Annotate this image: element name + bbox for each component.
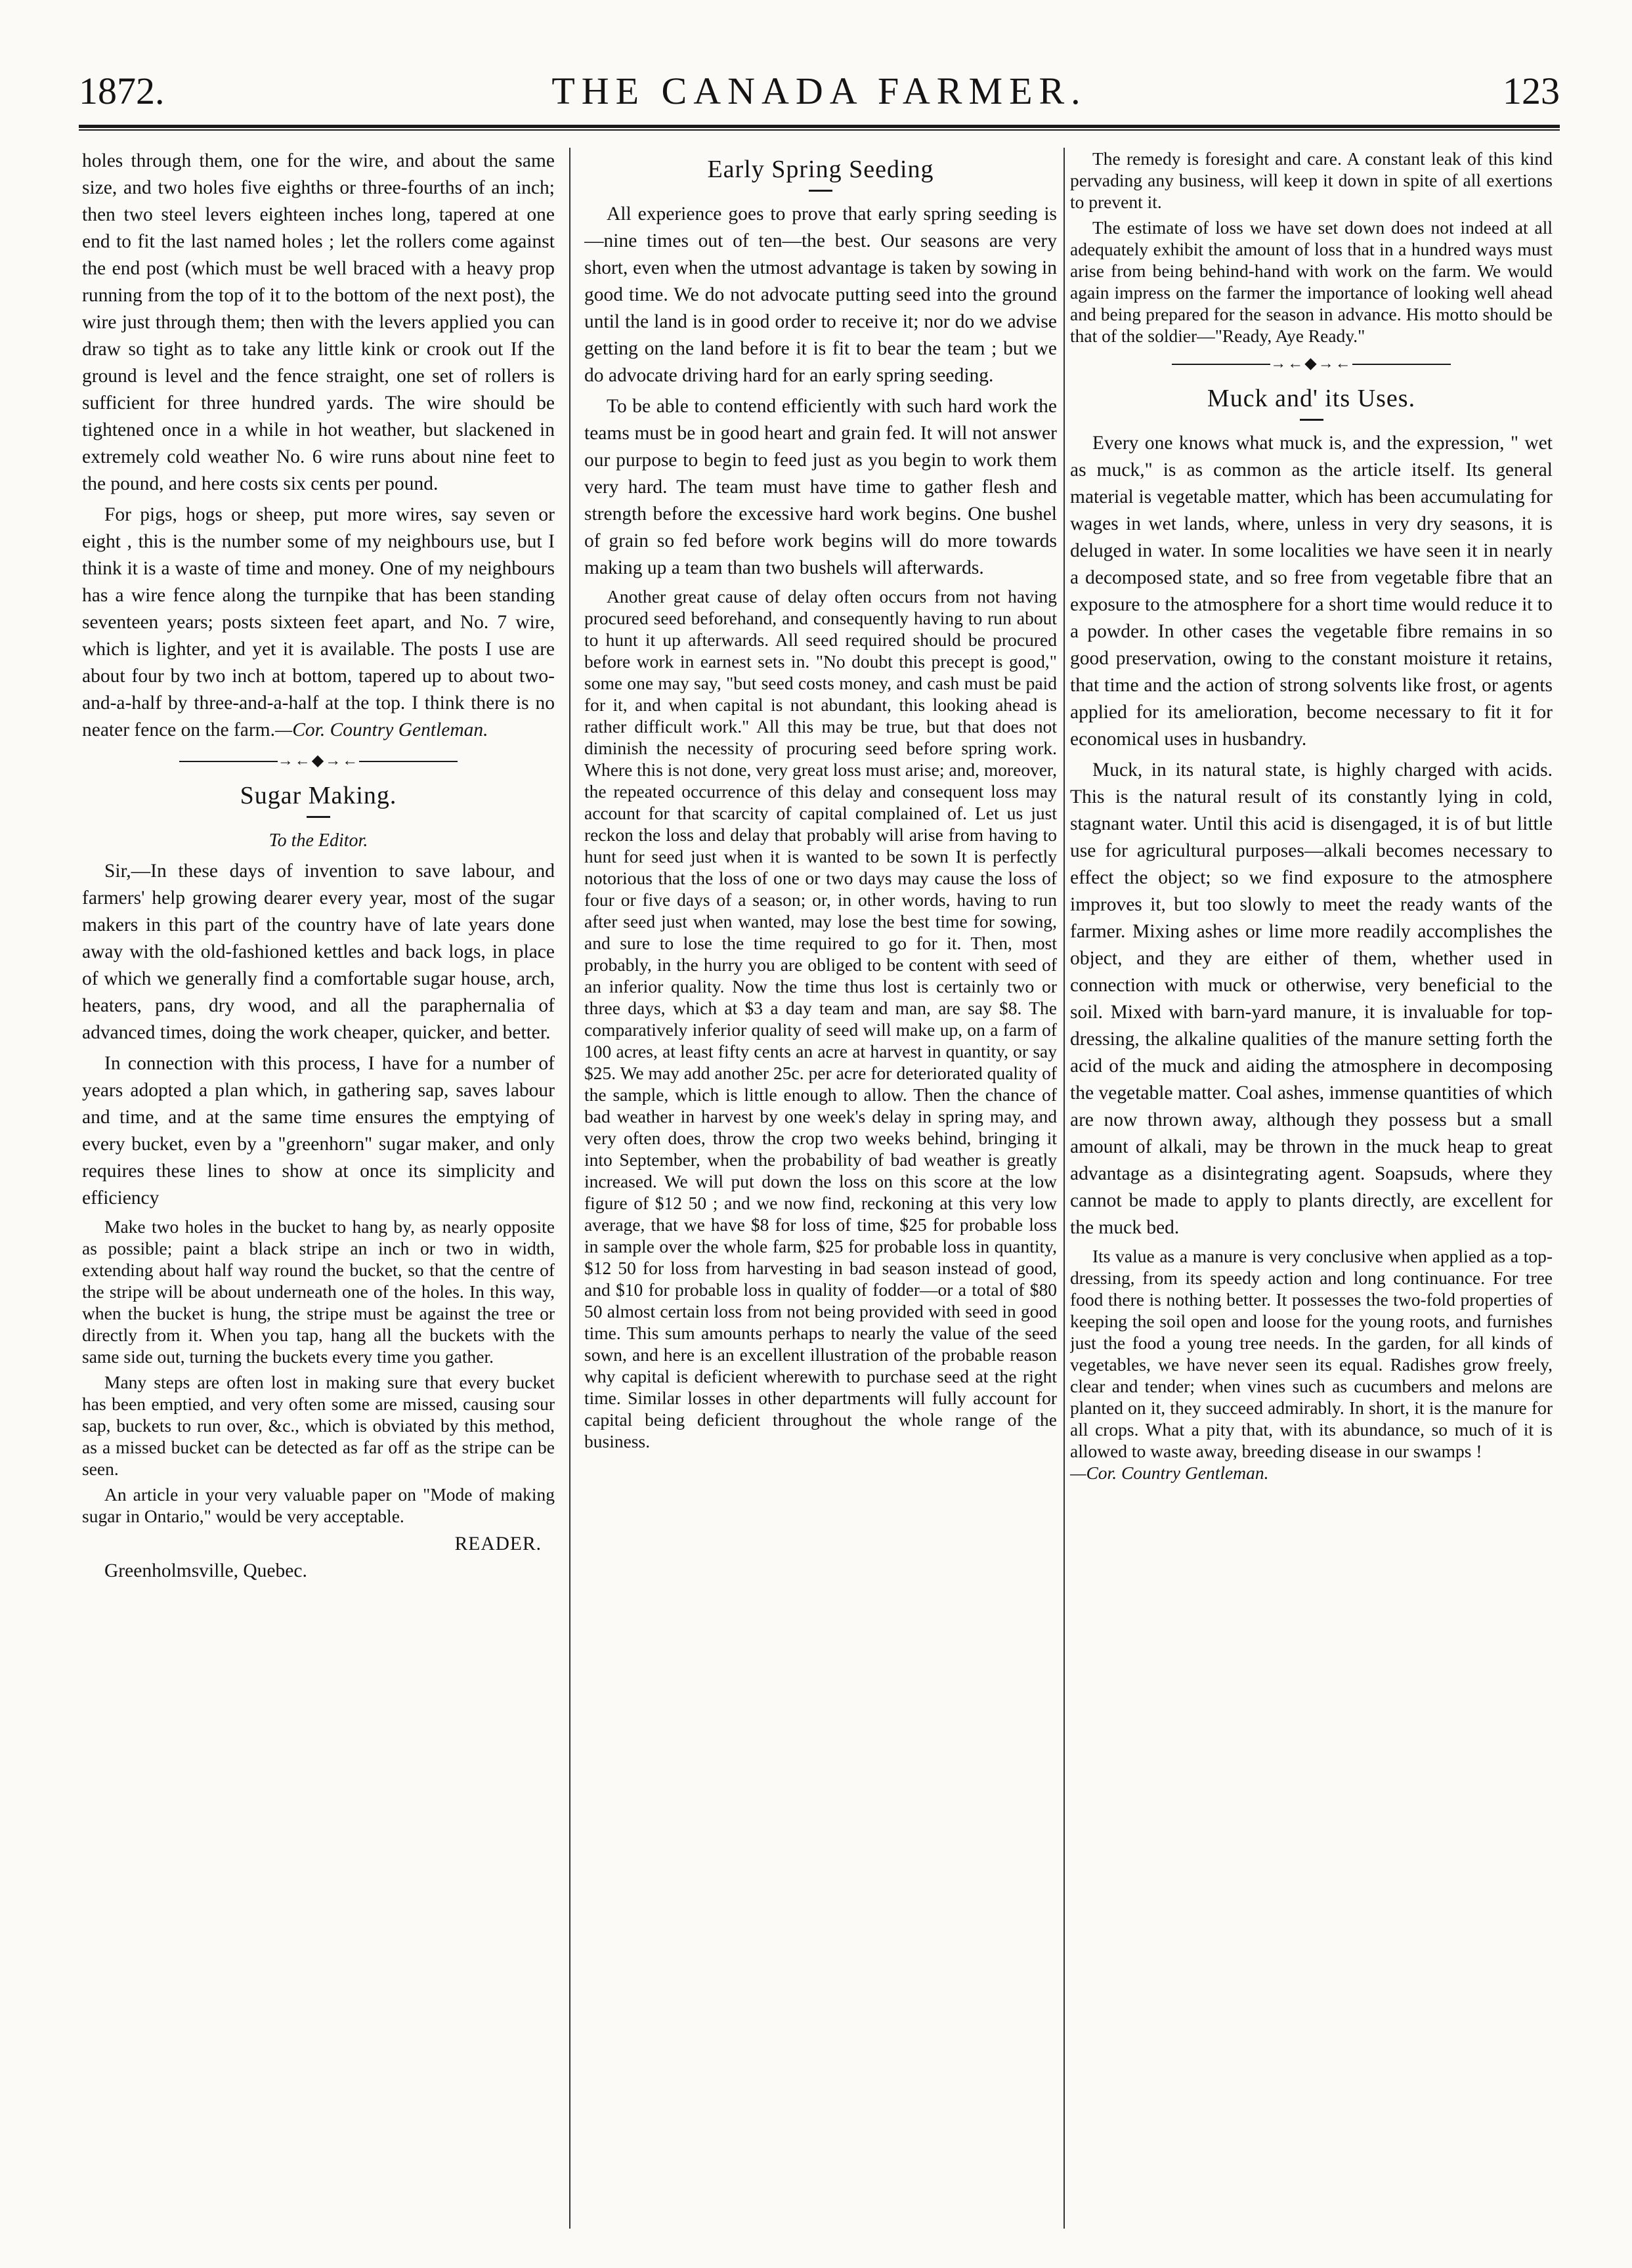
masthead-rule xyxy=(79,129,1560,131)
ornament-glyph: →←◆→← xyxy=(277,752,360,769)
section-ornament xyxy=(1070,351,1553,377)
masthead xyxy=(79,62,1560,128)
article-heading-sugar-making: Sugar Making. xyxy=(240,782,397,809)
ornament-rule xyxy=(179,761,278,762)
paragraph: Another great cause of delay often occurs from not having procured seed beforehand, and consequently having to run about to hunt it up afterwards. All seed required should be procured before work in earnest sets in. "No doubt this precept is good," some one may say, "but seed costs money, and cash must be paid for it, and when capital is not abundant, this looking ahead is rather difficult work." All this may be true, but that does not diminish the necessity of procuring seed before spring work. Where this is not done, very great loss must arise; and, moreover, the repeated occurrence of this delay and consequent loss may account for that scarcity of capital complained of. Let us just reckon the loss and delay that probably will arise from having to hunt for seed just when it is wanted to be sown It is perfectly notorious that the loss of one or two days may cause the loss of four or five days of a season; or, in other words, having to run after seed just when wanted, may lose the best time for sowing, and sure to lose the time required to go for it. Then, most probably, in the hurry you are obliged to be content with seed of an inferior quality. Now the time thus lost is certainly two or three days, which at $3 a day team and man, are say $8. The comparatively inferior quality of seed will make up, on a farm of 100 acres, at least fifty cents an acre at harvest in quantity, or say $25. We may add another 25c. per acre for deteriorated quality of the sample, which is little enough to allow. Then the chance of bad weather in harvest by one week's delay in spring may, and very often does, throw the crop two weeks behind, bringing it into September, when the probability of bad weather is greatly increased. We will put down the loss on this score at the low figure of $12 50 ; and we now find, reckoning at this very low average, that we have $8 for loss of time, $25 for probable loss in sample over the whole farm, $25 for probable loss in quantity, $12 50 for loss from harvesting in bad season instead of good, and $10 for probable loss in quality of fodder—or a total of $80 50 almost certain loss from not being provided with seed in good time. This sum amounts perhaps to nearly the value of the seed sown, and here is an excellent illustration of the probable reason why capital is deficient wherewith to purchase seed at the right time. Similar losses in other departments will fully account for capital being deficient throughout the whole range of the business. xyxy=(584,586,1057,1451)
publication-title: THE CANADA FARMER. xyxy=(551,70,1087,112)
paragraph xyxy=(82,502,555,744)
paragraph: Make two holes in the bucket to hang by, as nearly opposite as possible; paint a black stripe an inch or two in width, extending about half way round the bucket, so that the centre of the stripe will be about underneath one of the holes. In this way, when the bucket is hung, the stripe must be against the tree or directly from it. When you tap, hang all the buckets with the same side out, turning the buckets every time you gather. xyxy=(82,1216,555,1367)
heading-dash xyxy=(809,190,832,192)
paragraph: The estimate of loss we have set down does not indeed at all adequately exhibit the amount of loss that in a hundred ways must arise from being behind-hand with work on the farm. We would again impress on the farmer the importance of looking well ahead and being prepared for the season in advance. His motto should be that of the soldier—"Ready, Aye Ready." xyxy=(1070,217,1553,346)
paragraph: The remedy is foresight and care. A constant leak of this kind pervading any business, will keep it down in spite of all exertions to prevent it. xyxy=(1070,148,1553,212)
heading-dash xyxy=(1300,419,1323,421)
column-1 xyxy=(82,148,555,2229)
paragraph: In connection with this process, I have for a number of years adopted a plan which, in gathering sap, saves labour and time, and at the same time ensures the emptying of every bucket, even by a "greenhorn" sugar maker, and only requires these lines to show at once its simplicity and efficiency xyxy=(82,1053,555,1209)
article-heading-early-spring-seeding: Early Spring Seeding xyxy=(707,156,934,183)
article-credit: —Cor. Country Gentleman. xyxy=(1070,1463,1269,1483)
column-divider xyxy=(569,148,570,2229)
letter-place: Greenholmsville, Quebec. xyxy=(104,1560,307,1581)
column-3 xyxy=(1070,148,1553,2229)
article-heading-muck-and-its-uses: Muck and' its Uses. xyxy=(1207,385,1416,412)
article-credit: —Cor. Country Gentleman. xyxy=(275,719,488,740)
ornament-rule xyxy=(1352,364,1451,365)
paragraph: Many steps are often lost in making sure that every bucket has been emptied, and very often some are missed, causing sour sap, buckets to run over, &c., which is obviated by this method, as a missed bucket can be detected as far off as the stripe can be seen. xyxy=(82,1372,555,1479)
section-ornament xyxy=(82,748,555,774)
paragraph: Sir,—In these days of invention to save labour, and farmers' help growing dearer every year, most of the sugar makers in this part of the country have of late years done away with the old-fashioned kettles and back logs, in place of which we generally find a comfortable sugar house, arch, heaters, pans, dry wood, and all the paraphernalia of advanced times, doing the work cheaper, quicker, and better. xyxy=(82,861,555,1043)
paragraph: All experience goes to prove that early spring seeding is—nine times out of ten—the best. Our seasons are very short, even when the utmost advantage is taken by sowing in good time. We do not advocate putting seed into the ground until the land is in good order to receive it; nor do we advise getting on the land before it is fit to bear the team ; but we do advocate driving hard for an early spring seeding. xyxy=(584,203,1057,386)
letter-signature: READER. xyxy=(454,1533,542,1554)
paragraph: Muck, in its natural state, is highly charged with acids. This is the natural result of its constantly lying in cold, stagnant water. Until this acid is disengaged, it is of but little use for agricultural purposes—alkali becomes necessary to effect the object; so we find exposure to the atmosphere improves it, but too slowly to meet the ready wants of the farmer. Mixing ashes or lime more readily accomplishes the object, and they are either of them, whether used in connection with muck or otherwise, very beneficial to the soil. Mixed with barn-yard manure, it is invaluable for top-dressing, the alkaline qualities of the manure setting forth the acid of the muck and aiding the atmosphere in decomposing the vegetable matter. Coal ashes, immense quantities of which are now thrown away, although they possess but a small amount of alkali, may be thrown in the muck heap to great advantage as a disintegrating agent. Soapsuds, where they cannot be made to apply to plants directly, are excellent for the muck bed. xyxy=(1070,760,1553,1238)
column-divider xyxy=(1063,148,1065,2229)
ornament-rule xyxy=(1172,364,1270,365)
ornament-glyph: →←◆→← xyxy=(1270,355,1352,372)
paragraph: An article in your very valuable paper on "Mode of making sugar in Ontario," would be very acceptable. xyxy=(82,1484,555,1526)
ornament-rule xyxy=(359,761,458,762)
letter-salutation: To the Editor. xyxy=(268,830,368,851)
issue-year: 1872. xyxy=(79,70,165,112)
column-2 xyxy=(584,148,1057,2229)
page-number: 123 xyxy=(1503,70,1560,112)
paragraph xyxy=(1070,1245,1553,1484)
paragraph-text: Its value as a manure is very conclusive when applied as a top-dressing, from its speedy action and long continuance. For tree food there is nothing better. It possesses the two-fold properties of keeping the soil open and loose for the young roots, and furnishes just the food a young tree needs. In the garden, for all kinds of vegetables, we have never seen its equal. Radishes grow freely, clear and tender; when vines such as cucumbers and melons are planted on it, they succeed admirably. In short, it is the manure for all crops. What a pity that, with its abundance, so much of it is allowed to waste away, breeding disease in our swamps ! xyxy=(1070,1246,1553,1461)
paragraph-text: For pigs, hogs or sheep, put more wires, say seven or eight , this is the number some of my neighbours use, but I think it is a waste of time and money. One of my neighbours has a wire fence along the turnpike that has been standing seventeen years; posts sixteen feet apart, and No. 7 wire, which is lighter, and yet it is available. The posts I use are about four by two inch at bottom, tapered up to about two-and-a-half by three-and-a-half at the top. I think there is no neater fence on the farm. xyxy=(82,504,555,740)
paragraph: To be able to contend efficiently with such hard work the teams must be in good heart and grain fed. It will not answer our purpose to begin to feed just as you begin to work them very hard. The team must have time to gather flesh and strength before the excessive hard work begins. One bushel of grain so fed before work begins will do more towards making up a team than two bushels will afterwards. xyxy=(584,396,1057,578)
heading-dash xyxy=(307,816,330,818)
paragraph: holes through them, one for the wire, and about the same size, and two holes five eighths or three-fourths of an inch; then two steel levers eighteen inches long, tapered at one end to fit the last named holes ; let the rollers come against the end post (which must be well braced with a heavy prop running from the top of it to the bottom of the next post), the wire just through them; then with the levers applied you can draw so tight as to take any little kink or crook out If the ground is level and the fence straight, one set of rollers is sufficient for three hundred yards. The wire should be tightened once in a while in hot weather, but slackened in extremely cold weather No. 6 wire runs about nine feet to the pound, and here costs six cents per pound. xyxy=(82,150,555,494)
paragraph: Every one knows what muck is, and the expression, " wet as muck," is as common as the article itself. Its general material is vegetable matter, which has been accumulating for wages in wet lands, where, unless in very dry seasons, it is deluged in water. In some localities we have seen it in nearly a decomposed state, and so free from vegetable fibre that an exposure to the atmosphere for a short time would reduce it to a powder. In other cases the vegetable fibre remains in so good preservation, owing to the constant moisture it retains, that time and the action of strong solvents like frost, or agents applied for its amelioration, become necessary to fit it for economical uses in husbandry. xyxy=(1070,433,1553,750)
